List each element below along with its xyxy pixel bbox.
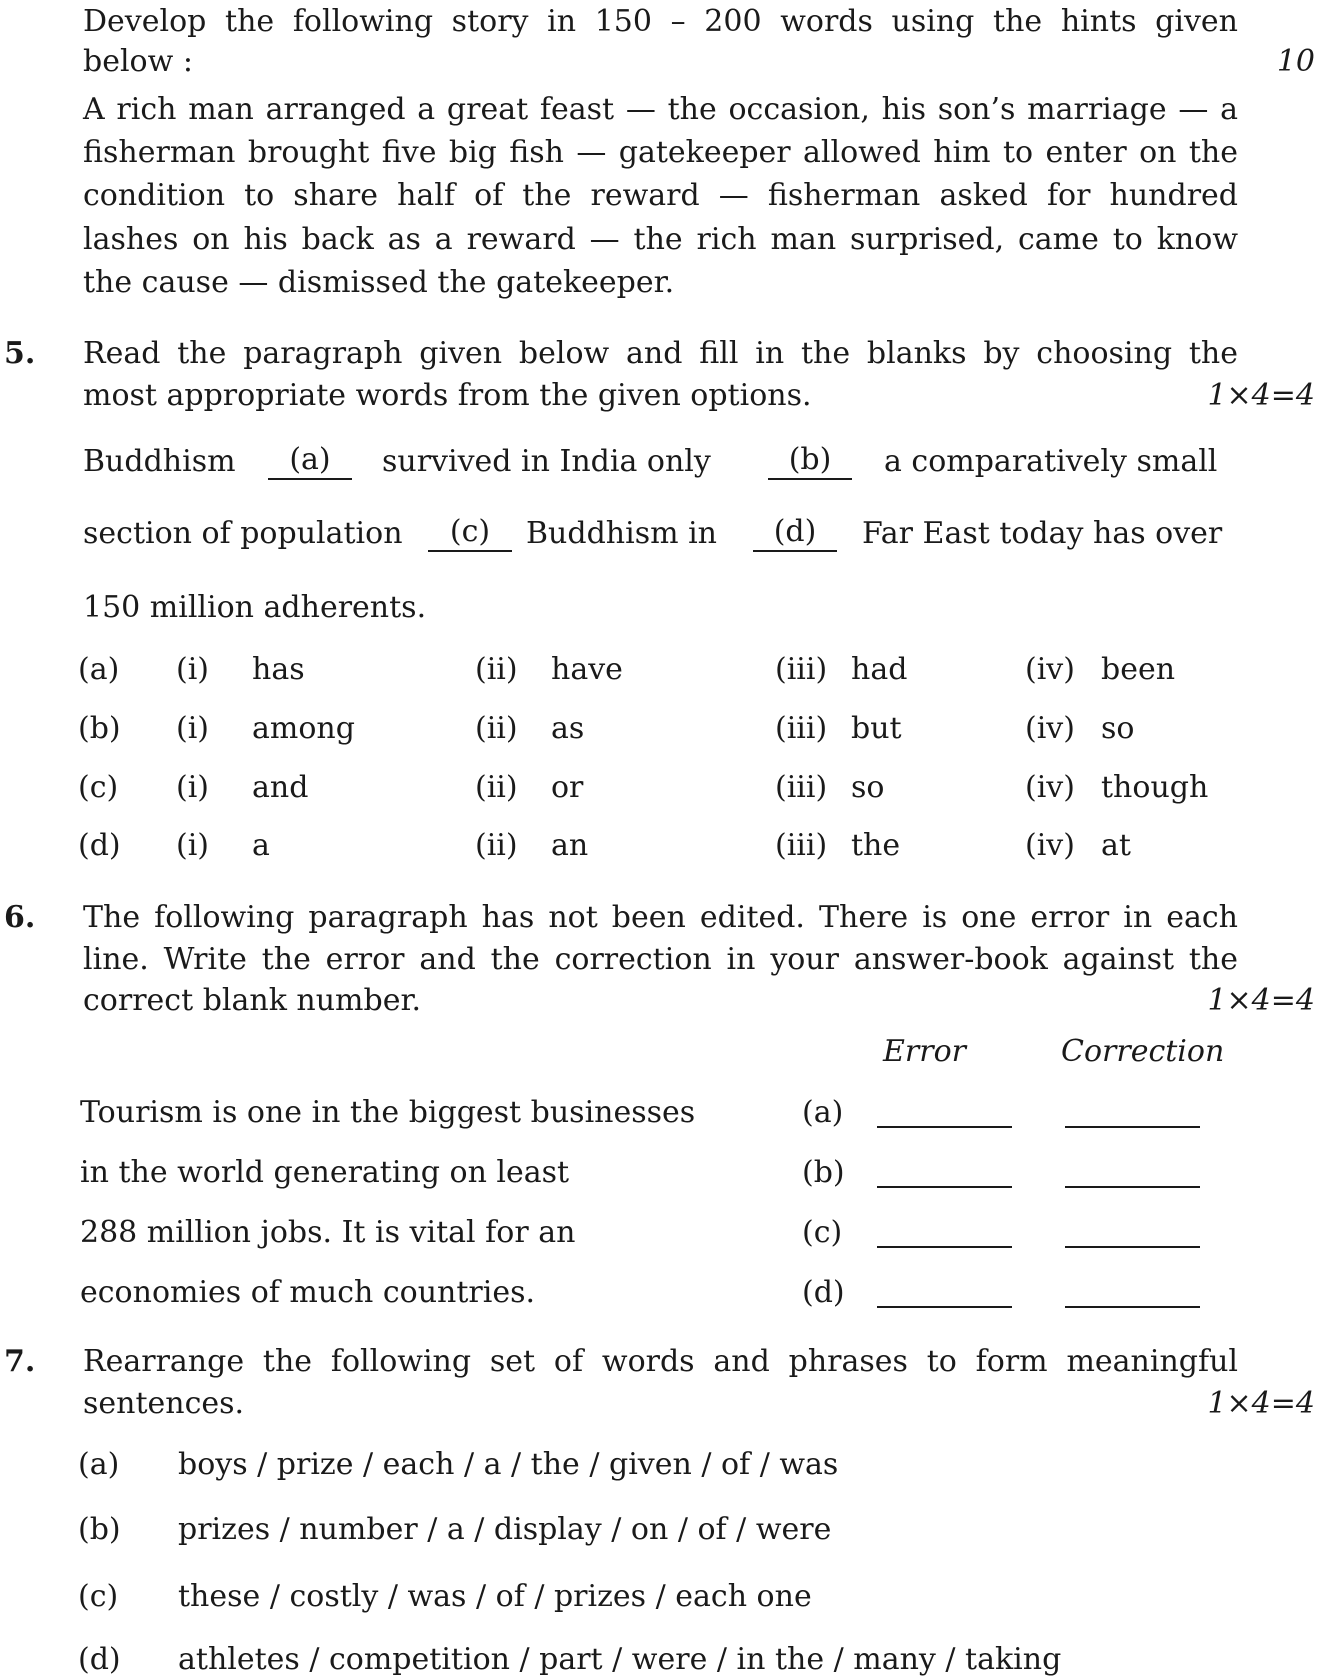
error-blank [877,1306,1012,1308]
choice-word: an [551,828,589,863]
choice-word: and [252,770,309,805]
q6-line-label: (c) [802,1215,843,1250]
error-blank [877,1186,1012,1188]
choice-number: (i) [176,828,210,863]
q4-hint-line: lashes on his back as a reward — the rich man surprised, came to know [83,222,1238,257]
choice-number: (iv) [1025,770,1075,805]
choice-word: so [851,770,885,805]
choice-word: a [252,828,270,863]
choice-word: though [1101,770,1209,805]
q6-line-label: (b) [802,1155,845,1190]
q5-blank-a: (a) [268,442,352,480]
choice-number: (iii) [775,770,828,805]
q6-instruction-line1: The following paragraph has not been edited. There is one error in each [83,900,1238,935]
q7-marks: 1×4=4 [1207,1386,1315,1421]
option-label: (a) [78,652,120,687]
q5-para-text: Buddhism [83,444,236,479]
choice-number: (i) [176,652,210,687]
choice-number: (iv) [1025,828,1075,863]
choice-word: at [1101,828,1131,863]
q6-instruction-line2: line. Write the error and the correction in your answer-book against the [83,942,1238,977]
q7-instruction-line1: Rearrange the following set of words and phrases to form meaningful [83,1344,1238,1379]
q5-para-text: 150 million adherents. [83,590,427,625]
correction-blank [1065,1186,1200,1188]
q6-line-label: (a) [802,1095,844,1130]
q4-hint-line: the cause — dismissed the gatekeeper. [83,265,675,300]
q7-item-text: athletes / competition / part / were / in the / many / taking [178,1642,1062,1677]
choice-number: (ii) [475,828,518,863]
error-column-header: Error [883,1034,966,1069]
q5-number: 5. [4,336,36,371]
q6-line-text: in the world generating on least [80,1155,570,1190]
choice-number: (iii) [775,828,828,863]
q4-hint-line: fisherman brought five big fish — gatekeeper allowed him to enter on the [83,135,1238,170]
q6-instruction-line3: correct blank number. [83,983,422,1018]
q6-number: 6. [4,900,36,935]
choice-number: (i) [176,770,210,805]
choice-number: (iii) [775,652,828,687]
q5-para-text: section of population [83,516,403,551]
q5-marks: 1×4=4 [1207,378,1315,413]
q7-item-label: (d) [78,1642,121,1677]
choice-word: have [551,652,623,687]
choice-number: (iv) [1025,711,1075,746]
correction-column-header: Correction [1061,1034,1225,1069]
q6-marks: 1×4=4 [1207,983,1315,1018]
q7-instruction-line2: sentences. [83,1386,245,1421]
q5-instruction-line1: Read the paragraph given below and fill in the blanks by choosing the [83,336,1238,371]
q5-para-text: a comparatively small [884,444,1218,479]
error-blank [877,1126,1012,1128]
q4-marks: 10 [1276,44,1315,79]
correction-blank [1065,1306,1200,1308]
correction-blank [1065,1246,1200,1248]
choice-number: (ii) [475,652,518,687]
choice-word: the [851,828,901,863]
choice-number: (iii) [775,711,828,746]
option-label: (c) [78,770,119,805]
q7-item-label: (a) [78,1447,120,1482]
q7-number: 7. [4,1344,36,1379]
choice-number: (iv) [1025,652,1075,687]
q4-instruction-line2: below : [83,44,193,79]
q7-item-text: these / costly / was / of / prizes / each one [178,1579,812,1614]
q7-item-text: boys / prize / each / a / the / given / of / was [178,1447,839,1482]
q4-hint-line: condition to share half of the reward — fisherman asked for hundred [83,178,1238,213]
choice-word: or [551,770,584,805]
q6-line-text: 288 million jobs. It is vital for an [80,1215,576,1250]
q7-item-label: (b) [78,1512,121,1547]
q5-instruction-line2: most appropriate words from the given options. [83,378,812,413]
q5-para-text: survived in India only [382,444,711,479]
choice-word: but [851,711,902,746]
choice-number: (ii) [475,711,518,746]
q6-line-label: (d) [802,1275,845,1310]
correction-blank [1065,1126,1200,1128]
choice-word: been [1101,652,1176,687]
option-label: (d) [78,828,121,863]
q5-blank-b: (b) [768,442,852,480]
choice-word: has [252,652,305,687]
q6-line-text: Tourism is one in the biggest businesses [80,1095,696,1130]
q7-item-label: (c) [78,1579,119,1614]
choice-word: had [851,652,908,687]
q5-para-text: Far East today has over [862,516,1223,551]
choice-number: (i) [176,711,210,746]
q4-instruction-line1: Develop the following story in 150 – 200 words using the hints given [83,4,1238,39]
choice-word: so [1101,711,1135,746]
q5-blank-c: (c) [428,514,512,552]
option-label: (b) [78,711,121,746]
q5-blank-d: (d) [753,514,837,552]
q7-item-text: prizes / number / a / display / on / of / were [178,1512,832,1547]
choice-word: as [551,711,585,746]
q5-para-text: Buddhism in [526,516,717,551]
q4-hint-line: A rich man arranged a great feast — the occasion, his son’s marriage — a [83,92,1238,127]
choice-word: among [252,711,355,746]
q6-line-text: economies of much countries. [80,1275,536,1310]
error-blank [877,1246,1012,1248]
choice-number: (ii) [475,770,518,805]
